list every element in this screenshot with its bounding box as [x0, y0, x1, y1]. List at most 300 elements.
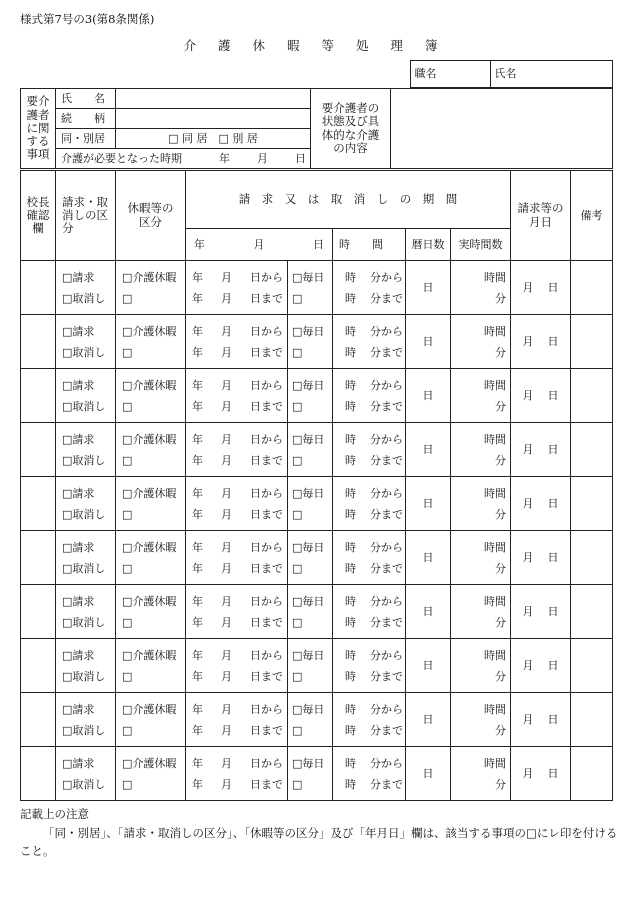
cancel-checkbox[interactable]: □取消し	[62, 453, 106, 467]
time-range-cell[interactable]	[333, 693, 406, 747]
request-type-cell	[56, 315, 116, 369]
from-day-unit: 日から	[250, 486, 283, 500]
remarks-cell[interactable]	[571, 747, 613, 801]
request-date-cell[interactable]	[511, 477, 571, 531]
relation-label: 続 柄	[56, 109, 116, 129]
month-unit: 月	[221, 291, 232, 305]
hour-unit: 時	[345, 345, 356, 359]
other-leave-checkbox[interactable]: □	[122, 507, 133, 521]
remarks-cell[interactable]	[571, 477, 613, 531]
day-unit: 日	[547, 712, 559, 726]
principal-check-cell[interactable]	[21, 477, 56, 531]
month-unit: 月	[221, 648, 232, 662]
principal-check-cell[interactable]	[21, 747, 56, 801]
other-leave-checkbox[interactable]: □	[122, 723, 133, 737]
month-unit: 月	[522, 442, 534, 456]
time-range-cell[interactable]	[333, 585, 406, 639]
day-unit: 日	[547, 388, 559, 402]
principal-check-cell[interactable]	[21, 261, 56, 315]
hours-subheader: 実時間数	[451, 229, 511, 261]
days-cell[interactable]	[406, 531, 451, 585]
principal-check-cell[interactable]	[21, 369, 56, 423]
care-person-name-label: 氏 名	[56, 89, 116, 109]
leave-type-cell	[116, 369, 186, 423]
time-range-cell[interactable]	[333, 531, 406, 585]
request-date-cell[interactable]	[511, 531, 571, 585]
year-unit: 年	[192, 756, 203, 770]
principal-check-cell[interactable]	[21, 531, 56, 585]
request-type-cell	[56, 261, 116, 315]
hour-unit: 時	[345, 669, 356, 683]
month-unit: 月	[221, 561, 232, 575]
principal-check-cell[interactable]	[21, 693, 56, 747]
blank-checkbox[interactable]: □	[292, 723, 303, 737]
request-date-cell[interactable]	[511, 261, 571, 315]
daily-checkbox[interactable]: □毎日	[292, 756, 325, 770]
year-unit: 年	[192, 594, 203, 608]
hours-cell[interactable]	[451, 369, 511, 423]
remarks-cell[interactable]	[571, 423, 613, 477]
day-unit: 日	[422, 658, 434, 672]
day-unit: 日	[547, 550, 559, 564]
year-unit: 年	[192, 291, 203, 305]
request-checkbox[interactable]: □請求	[62, 378, 95, 392]
request-type-cell	[56, 639, 116, 693]
other-leave-checkbox[interactable]: □	[122, 291, 133, 305]
care-leave-checkbox[interactable]: □介護休暇	[122, 648, 177, 662]
blank-checkbox[interactable]: □	[292, 345, 303, 359]
other-leave-checkbox[interactable]: □	[122, 669, 133, 683]
days-cell[interactable]	[406, 585, 451, 639]
hour-unit: 時	[345, 432, 356, 446]
month-unit: 月	[522, 550, 534, 564]
month-unit: 月	[522, 496, 534, 510]
to-day-unit: 日まで	[250, 669, 283, 683]
from-day-unit: 日から	[250, 540, 283, 554]
minute-unit: 分	[495, 777, 507, 791]
hour-unit: 時	[345, 507, 356, 521]
request-date-cell[interactable]	[511, 639, 571, 693]
time-range-cell[interactable]	[333, 423, 406, 477]
request-checkbox[interactable]: □請求	[62, 432, 95, 446]
month-unit: 月	[221, 324, 232, 338]
principal-check-cell[interactable]	[21, 585, 56, 639]
request-checkbox[interactable]: □請求	[62, 648, 95, 662]
care-person-name-field[interactable]	[116, 89, 311, 109]
cancel-checkbox[interactable]: □取消し	[62, 507, 106, 521]
cancel-checkbox[interactable]: □取消し	[62, 669, 106, 683]
record-row	[21, 477, 613, 531]
hour-unit: 時	[345, 324, 356, 338]
date-range-cell[interactable]	[186, 585, 288, 639]
day-unit: 日	[422, 442, 434, 456]
care-leave-checkbox[interactable]: □介護休暇	[122, 756, 177, 770]
cancel-checkbox[interactable]: □取消し	[62, 615, 106, 629]
date-range-cell[interactable]	[186, 315, 288, 369]
care-condition-field[interactable]	[391, 89, 613, 169]
hour-unit: 時	[345, 399, 356, 413]
year-unit: 年	[192, 453, 203, 467]
cancel-checkbox[interactable]: □取消し	[62, 723, 106, 737]
request-type-header: 請求・取消しの区分	[56, 171, 116, 261]
hour-unit: 時	[345, 615, 356, 629]
request-date-cell[interactable]	[511, 369, 571, 423]
remarks-cell[interactable]	[571, 261, 613, 315]
date-range-cell[interactable]	[186, 639, 288, 693]
hours-cell[interactable]	[451, 693, 511, 747]
request-type-cell	[56, 369, 116, 423]
period-header: 請 求 又 は 取 消 し の 期 間	[186, 171, 511, 229]
remarks-cell[interactable]	[571, 585, 613, 639]
daily-cell	[288, 639, 333, 693]
month-unit: 月	[522, 388, 534, 402]
hour-unit: 時間	[484, 486, 507, 500]
blank-checkbox[interactable]: □	[292, 669, 303, 683]
month-unit: 月	[221, 345, 232, 359]
year-unit: 年	[192, 345, 203, 359]
form-id: 様式第7号の3(第8条関係)	[20, 12, 155, 26]
daily-cell	[288, 423, 333, 477]
days-cell[interactable]	[406, 477, 451, 531]
year-unit: 年	[192, 432, 203, 446]
cancel-checkbox[interactable]: □取消し	[62, 345, 106, 359]
request-checkbox[interactable]: □請求	[62, 540, 95, 554]
month-unit: 月	[522, 334, 534, 348]
cancel-checkbox[interactable]: □取消し	[62, 399, 106, 413]
hour-unit: 時間	[484, 378, 507, 392]
hour-unit: 時	[345, 540, 356, 554]
record-row	[21, 369, 613, 423]
from-day-unit: 日から	[250, 756, 283, 770]
to-day-unit: 日まで	[250, 345, 283, 359]
request-type-cell	[56, 531, 116, 585]
month-unit: 月	[221, 486, 232, 500]
days-cell[interactable]	[406, 261, 451, 315]
hours-cell[interactable]	[451, 531, 511, 585]
year-unit: 年	[192, 507, 203, 521]
request-type-cell	[56, 423, 116, 477]
days-cell[interactable]	[406, 693, 451, 747]
year-unit: 年	[192, 669, 203, 683]
year-unit: 年	[192, 540, 203, 554]
request-checkbox[interactable]: □請求	[62, 324, 95, 338]
principal-check-cell[interactable]	[21, 423, 56, 477]
remarks-cell[interactable]	[571, 639, 613, 693]
year-unit: 年	[192, 486, 203, 500]
day-unit: 日	[422, 388, 434, 402]
hour-unit: 時	[345, 702, 356, 716]
other-leave-checkbox[interactable]: □	[122, 561, 133, 575]
date-range-cell[interactable]	[186, 747, 288, 801]
year-unit: 年	[192, 399, 203, 413]
request-date-cell[interactable]	[511, 747, 571, 801]
day-unit: 日	[313, 237, 324, 251]
hour-unit: 時間	[484, 540, 507, 554]
minute-unit: 分	[495, 507, 507, 521]
blank-checkbox[interactable]: □	[292, 453, 303, 467]
other-leave-checkbox[interactable]: □	[122, 615, 133, 629]
from-day-unit: 日から	[250, 648, 283, 662]
daily-checkbox[interactable]: □毎日	[292, 432, 325, 446]
notes-text: 「同・別居」、「請求・取消しの区分」、「休暇等の区分」及び「年月日」欄は、該当する事項の□にレ印を付けること。	[20, 826, 618, 859]
care-leave-checkbox[interactable]: □介護休暇	[122, 270, 177, 284]
year-unit: 年	[219, 151, 230, 165]
date-range-cell[interactable]	[186, 423, 288, 477]
time-range-cell[interactable]	[333, 315, 406, 369]
leave-type-header: 休暇等の区分	[116, 171, 186, 261]
daily-checkbox[interactable]: □毎日	[292, 486, 325, 500]
daily-checkbox[interactable]: □毎日	[292, 324, 325, 338]
minute-unit: 分	[495, 561, 507, 575]
cohabit-options[interactable]: □ 同 居 □ 別 居	[116, 129, 311, 149]
month-unit: 月	[221, 378, 232, 392]
blank-checkbox[interactable]: □	[292, 507, 303, 521]
days-cell[interactable]	[406, 639, 451, 693]
hour-unit: 時	[345, 291, 356, 305]
month-unit: 月	[257, 151, 268, 165]
time-range-cell[interactable]	[333, 261, 406, 315]
daily-cell	[288, 369, 333, 423]
hours-cell[interactable]	[451, 315, 511, 369]
leave-type-cell	[116, 585, 186, 639]
date-range-cell[interactable]	[186, 693, 288, 747]
to-day-unit: 日まで	[250, 291, 283, 305]
care-leave-checkbox[interactable]: □介護休暇	[122, 378, 177, 392]
year-unit: 年	[192, 561, 203, 575]
time-range-cell[interactable]	[333, 477, 406, 531]
to-day-unit: 日まで	[250, 777, 283, 791]
blank-checkbox[interactable]: □	[292, 777, 303, 791]
date-range-cell[interactable]	[186, 369, 288, 423]
month-unit: 月	[221, 615, 232, 629]
year-unit: 年	[192, 270, 203, 284]
days-cell[interactable]	[406, 315, 451, 369]
cancel-checkbox[interactable]: □取消し	[62, 561, 106, 575]
record-row	[21, 639, 613, 693]
cohabit-label: 同・別居	[56, 129, 116, 149]
daily-cell	[288, 315, 333, 369]
hour-unit: 時	[345, 453, 356, 467]
cancel-checkbox[interactable]: □取消し	[62, 291, 106, 305]
request-checkbox[interactable]: □請求	[62, 756, 95, 770]
month-unit: 月	[221, 702, 232, 716]
document-title: 介 護 休 暇 等 処 理 簿	[183, 38, 447, 53]
other-leave-checkbox[interactable]: □	[122, 345, 133, 359]
care-leave-checkbox[interactable]: □介護休暇	[122, 432, 177, 446]
hour-unit: 時	[345, 486, 356, 500]
to-day-unit: 日まで	[250, 507, 283, 521]
blank-checkbox[interactable]: □	[292, 291, 303, 305]
month-unit: 月	[221, 756, 232, 770]
request-checkbox[interactable]: □請求	[62, 702, 95, 716]
cancel-checkbox[interactable]: □取消し	[62, 777, 106, 791]
other-leave-checkbox[interactable]: □	[122, 453, 133, 467]
day-unit: 日	[422, 550, 434, 564]
daily-checkbox[interactable]: □毎日	[292, 648, 325, 662]
days-cell[interactable]	[406, 423, 451, 477]
from-day-unit: 日から	[250, 324, 283, 338]
daily-checkbox[interactable]: □毎日	[292, 540, 325, 554]
month-unit: 月	[522, 658, 534, 672]
request-date-cell[interactable]	[511, 693, 571, 747]
blank-checkbox[interactable]: □	[292, 615, 303, 629]
daily-checkbox[interactable]: □毎日	[292, 270, 325, 284]
other-leave-checkbox[interactable]: □	[122, 399, 133, 413]
remarks-cell[interactable]	[571, 315, 613, 369]
days-cell[interactable]	[406, 369, 451, 423]
other-leave-checkbox[interactable]: □	[122, 777, 133, 791]
record-row	[21, 315, 613, 369]
month-unit: 月	[522, 604, 534, 618]
request-checkbox[interactable]: □請求	[62, 486, 95, 500]
care-leave-checkbox[interactable]: □介護休暇	[122, 324, 177, 338]
to-day-unit: 日まで	[250, 399, 283, 413]
year-unit: 年	[192, 702, 203, 716]
month-unit: 月	[221, 270, 232, 284]
leave-type-cell	[116, 315, 186, 369]
hours-cell[interactable]	[451, 261, 511, 315]
hour-unit: 時	[345, 777, 356, 791]
month-unit: 月	[221, 669, 232, 683]
daily-cell	[288, 693, 333, 747]
to-minute-unit: 分まで	[370, 507, 403, 521]
daily-cell	[288, 477, 333, 531]
hours-cell[interactable]	[451, 477, 511, 531]
day-unit: 日	[422, 604, 434, 618]
request-date-cell[interactable]	[511, 423, 571, 477]
from-minute-unit: 分から	[370, 648, 403, 662]
hours-cell[interactable]	[451, 585, 511, 639]
day-unit: 日	[422, 334, 434, 348]
day-unit: 日	[547, 604, 559, 618]
day-unit: 日	[422, 280, 434, 294]
principal-check-header: 校長確認欄	[21, 171, 56, 261]
date-range-cell[interactable]	[186, 261, 288, 315]
time-range-cell[interactable]	[333, 639, 406, 693]
day-unit: 日	[547, 334, 559, 348]
minute-unit: 分	[495, 615, 507, 629]
request-date-cell[interactable]	[511, 585, 571, 639]
leave-type-cell	[116, 747, 186, 801]
principal-check-cell[interactable]	[21, 639, 56, 693]
day-unit: 日	[295, 151, 306, 165]
from-minute-unit: 分から	[370, 540, 403, 554]
minute-unit: 分	[495, 399, 507, 413]
daily-checkbox[interactable]: □毎日	[292, 594, 325, 608]
days-subheader: 暦日数	[406, 229, 451, 261]
care-person-section-label: 要介護者に関する事項	[21, 89, 56, 169]
date-subheader	[186, 229, 333, 261]
hour-unit: 時	[345, 594, 356, 608]
to-minute-unit: 分まで	[370, 561, 403, 575]
year-unit: 年	[192, 648, 203, 662]
to-minute-unit: 分まで	[370, 723, 403, 737]
care-leave-checkbox[interactable]: □介護休暇	[122, 540, 177, 554]
care-person-table	[20, 88, 613, 169]
hour-unit: 時間	[484, 594, 507, 608]
month-unit: 月	[221, 453, 232, 467]
employee-name-field[interactable]	[490, 61, 612, 88]
blank-checkbox[interactable]: □	[292, 399, 303, 413]
blank-checkbox[interactable]: □	[292, 561, 303, 575]
record-row	[21, 531, 613, 585]
from-day-unit: 日から	[250, 594, 283, 608]
hours-cell[interactable]	[451, 639, 511, 693]
request-type-cell	[56, 693, 116, 747]
from-day-unit: 日から	[250, 378, 283, 392]
from-day-unit: 日から	[250, 270, 283, 284]
year-unit: 年	[192, 615, 203, 629]
hours-cell[interactable]	[451, 747, 511, 801]
to-minute-unit: 分まで	[370, 615, 403, 629]
job-title-field[interactable]	[410, 61, 490, 88]
year-unit: 年	[192, 723, 203, 737]
remarks-cell[interactable]	[571, 531, 613, 585]
month-unit: 月	[221, 777, 232, 791]
from-minute-unit: 分から	[370, 594, 403, 608]
date-range-cell[interactable]	[186, 477, 288, 531]
employee-header-table	[20, 60, 613, 88]
relation-field[interactable]	[116, 109, 311, 129]
hours-cell[interactable]	[451, 423, 511, 477]
time-range-cell[interactable]	[333, 747, 406, 801]
hour-unit: 時間	[484, 324, 507, 338]
from-minute-unit: 分から	[370, 270, 403, 284]
to-minute-unit: 分まで	[370, 669, 403, 683]
day-unit: 日	[547, 766, 559, 780]
remarks-cell[interactable]	[571, 693, 613, 747]
to-minute-unit: 分まで	[370, 291, 403, 305]
year-unit: 年	[192, 378, 203, 392]
daily-checkbox[interactable]: □毎日	[292, 378, 325, 392]
month-unit: 月	[522, 280, 534, 294]
daily-checkbox[interactable]: □毎日	[292, 702, 325, 716]
to-minute-unit: 分まで	[370, 399, 403, 413]
principal-check-cell[interactable]	[21, 315, 56, 369]
request-checkbox[interactable]: □請求	[62, 270, 95, 284]
care-start-field[interactable]	[56, 149, 311, 169]
record-row	[21, 585, 613, 639]
daily-cell	[288, 531, 333, 585]
request-checkbox[interactable]: □請求	[62, 594, 95, 608]
from-minute-unit: 分から	[370, 756, 403, 770]
minute-unit: 分	[495, 453, 507, 467]
from-minute-unit: 分から	[370, 702, 403, 716]
from-day-unit: 日から	[250, 702, 283, 716]
to-day-unit: 日まで	[250, 615, 283, 629]
remarks-header: 備考	[571, 171, 613, 261]
time-range-cell[interactable]	[333, 369, 406, 423]
notes-heading: 記載上の注意	[20, 807, 89, 821]
hour-unit: 時間	[484, 756, 507, 770]
care-leave-checkbox[interactable]: □介護休暇	[122, 594, 177, 608]
month-unit: 月	[522, 712, 534, 726]
day-unit: 日	[422, 766, 434, 780]
remarks-cell[interactable]	[571, 369, 613, 423]
job-label: 職名	[414, 67, 437, 81]
days-cell[interactable]	[406, 747, 451, 801]
leave-records-table	[20, 170, 613, 801]
request-date-cell[interactable]	[511, 315, 571, 369]
request-type-cell	[56, 477, 116, 531]
care-leave-checkbox[interactable]: □介護休暇	[122, 486, 177, 500]
care-leave-checkbox[interactable]: □介護休暇	[122, 702, 177, 716]
daily-cell	[288, 585, 333, 639]
date-range-cell[interactable]	[186, 531, 288, 585]
hour-unit: 時間	[484, 270, 507, 284]
month-unit: 月	[253, 237, 265, 251]
hour-unit: 時間	[484, 702, 507, 716]
